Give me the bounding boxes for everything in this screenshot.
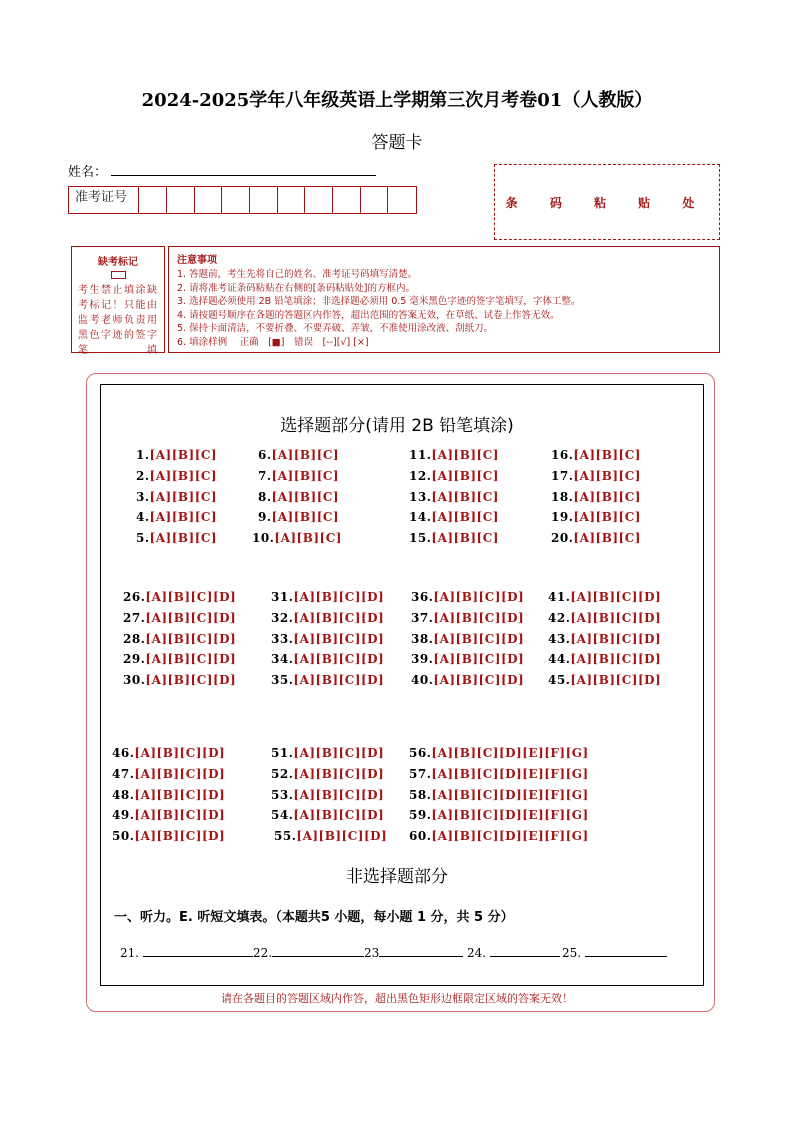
answer-options[interactable]: [A][B][C][D][E][F][G] [431, 766, 589, 781]
answer-options[interactable]: [A][B][C][D][E][F][G] [431, 746, 589, 760]
question-number: 33. [271, 631, 294, 646]
answer-options[interactable]: [A][B][C] [149, 531, 218, 546]
question-number: 60. [409, 829, 432, 844]
question-32[interactable] [271, 611, 384, 625]
question-number: 34. [271, 652, 294, 667]
answer-options[interactable]: [A][B][C] [271, 510, 340, 525]
question-number: 11. [409, 448, 432, 462]
note-item: 6. 填涂样例 正确 [■] 错误 [--][√] [×] [177, 336, 369, 348]
answer-options[interactable]: [A][B][C][D] [433, 673, 525, 688]
missing-mark-title: 缺考标记 [98, 257, 138, 268]
question-7[interactable] [258, 469, 339, 483]
question-9[interactable] [258, 510, 339, 524]
answer-options[interactable]: [A][B][C] [573, 448, 641, 462]
question-19[interactable] [551, 510, 641, 524]
question-number: 5. [136, 531, 150, 546]
question-number: 59. [409, 808, 432, 823]
question-number: 42. [548, 610, 571, 625]
question-46[interactable] [112, 746, 225, 760]
answer-options[interactable]: [A][B][C][D] [134, 829, 226, 844]
note-item: 1. 答题前，考生先将自己的姓名、准考证号码填写清楚。 [177, 269, 418, 280]
listening-section-title: 一、听力。E. 听短文填表。（本题共5 小题，每小题 1 分，共 5 分） [114, 910, 514, 925]
question-31[interactable] [271, 590, 384, 604]
answer-options[interactable]: [A][B][C][D] [145, 673, 237, 688]
question-number: 1. [136, 448, 150, 462]
blank-24[interactable] [467, 944, 560, 960]
answer-options[interactable]: [A][B][C][D] [293, 652, 385, 667]
question-51[interactable] [271, 746, 384, 760]
answer-options[interactable]: [A][B][C][D] [134, 808, 226, 823]
question-number: 13. [409, 489, 432, 504]
answer-options[interactable]: [A][B][C][D] [570, 590, 662, 604]
question-5[interactable] [136, 531, 217, 545]
question-53[interactable] [271, 788, 384, 802]
question-1[interactable] [136, 448, 217, 462]
question-number: 31. [271, 590, 294, 604]
question-54[interactable] [271, 808, 384, 822]
missing-exam-mark-box [71, 246, 165, 356]
question-59[interactable] [409, 808, 589, 822]
question-43[interactable] [548, 632, 661, 646]
question-number: 39. [411, 652, 434, 667]
question-58[interactable] [409, 788, 589, 802]
exam-number-digit-cell[interactable] [388, 187, 416, 213]
question-10[interactable] [252, 531, 342, 545]
question-number: 4. [136, 510, 150, 525]
question-number: 38. [411, 631, 434, 646]
question-56[interactable] [409, 746, 589, 760]
answer-options[interactable]: [A][B][C][D][E][F][G] [431, 808, 589, 823]
answer-options[interactable]: [A][B][C][D] [570, 631, 662, 646]
question-36[interactable] [411, 590, 524, 604]
exam-number-label: 准考证号 [69, 187, 139, 213]
question-number: 18. [551, 489, 574, 504]
missing-mark-checkbox[interactable] [111, 271, 126, 279]
answer-options[interactable]: [A][B][C][D][E][F][G] [431, 829, 589, 844]
answer-options[interactable]: [A][B][C] [149, 468, 218, 483]
question-57[interactable] [409, 767, 589, 781]
name-label: 姓名： [68, 165, 108, 180]
note-item: 3. 选择题必须使用 2B 铅笔填涂；非选择题必须用 0.5 毫米黑色字迹的签字笔填写，字体工整。 [177, 296, 581, 307]
question-number: 17. [551, 468, 574, 483]
question-number: 52. [271, 766, 294, 781]
missing-mark-text: 考生禁止填涂缺考标记！只能由监考老师负责用黑色字迹的签字笔填 [78, 285, 158, 356]
question-number: 36. [411, 590, 434, 604]
answer-options[interactable]: [A][B][C] [149, 510, 218, 525]
exam-number-digit-cell[interactable] [195, 187, 223, 213]
answer-sheet-subtitle: 答题卡 [371, 133, 423, 153]
question-number: 48. [112, 787, 135, 802]
answer-options[interactable]: [A][B][C] [274, 531, 342, 546]
question-30[interactable] [123, 673, 236, 687]
question-number: 58. [409, 787, 432, 802]
question-number: 28. [123, 631, 146, 646]
question-number: 51. [271, 746, 294, 760]
question-26[interactable] [123, 590, 236, 604]
question-42[interactable] [548, 611, 661, 625]
answer-options[interactable]: [A][B][C][D] [293, 590, 385, 604]
note-item: 4. 请按题号顺序在各题的答题区内作答，超出范围的答案无效，在草纸、试卷上作答无效。 [177, 309, 560, 321]
exam-number-digit-cell[interactable] [278, 187, 306, 213]
answer-options[interactable]: [A][B][C] [431, 489, 499, 504]
barcode-area [494, 164, 720, 240]
answer-options[interactable]: [A][B][C][D] [570, 652, 662, 667]
answer-options[interactable]: [A][B][C][D] [293, 746, 385, 760]
question-number: 3. [136, 489, 150, 504]
question-20[interactable] [551, 531, 641, 545]
question-33[interactable] [271, 632, 384, 646]
question-number: 43. [548, 631, 571, 646]
question-number: 6. [258, 448, 272, 462]
blank-22[interactable] [253, 944, 364, 960]
question-50[interactable] [112, 829, 225, 843]
question-2[interactable] [136, 469, 217, 483]
answer-options[interactable]: [A][B][C][D] [433, 652, 525, 667]
answer-options[interactable]: [A][B][C][D] [570, 610, 662, 625]
exam-number-digit-cell[interactable] [361, 187, 389, 213]
answer-options[interactable]: [A][B][C][D] [293, 610, 385, 625]
exam-number-digit-cell[interactable] [167, 187, 195, 213]
question-number: 45. [548, 673, 571, 688]
answer-options[interactable]: [A][B][C][D] [293, 787, 385, 802]
notes-title: 注意事项 [177, 255, 217, 266]
exam-number-digit-cell[interactable] [333, 187, 361, 213]
footer-warning: 请在各题目的答题区域内作答，超出黑色矩形边框限定区域的答案无效！ [221, 992, 573, 1005]
blank-21[interactable] [120, 944, 253, 960]
answer-options[interactable]: [A][B][C][D] [293, 766, 385, 781]
question-number: 7. [258, 468, 272, 483]
question-number: 49. [112, 808, 135, 823]
question-40[interactable] [411, 673, 524, 687]
question-number: 19. [551, 510, 574, 525]
question-18[interactable] [551, 490, 641, 504]
page-title: 2024-2025学年八年级英语上学期第三次月考卷01（人教版） [141, 90, 653, 111]
exam-number-digit-cell[interactable] [139, 187, 167, 213]
question-35[interactable] [271, 673, 384, 687]
question-60[interactable] [409, 829, 589, 843]
question-number: 2. [136, 468, 150, 483]
answer-options[interactable]: [A][B][C] [149, 489, 218, 504]
answer-options[interactable]: [A][B][C][D] [145, 652, 237, 667]
question-16[interactable] [551, 448, 641, 462]
question-number: 9. [258, 510, 272, 525]
question-number: 55. [274, 829, 297, 844]
question-52[interactable] [271, 767, 384, 781]
question-number: 44. [548, 652, 571, 667]
question-13[interactable] [409, 490, 499, 504]
blank-23[interactable] [364, 944, 463, 960]
answer-options[interactable]: [A][B][C][D] [293, 631, 385, 646]
question-number: 30. [123, 673, 146, 688]
question-number: 32. [271, 610, 294, 625]
answer-options[interactable]: [A][B][C][D] [293, 808, 385, 823]
non-choice-section-title: 非选择题部分 [346, 867, 448, 887]
question-number: 57. [409, 766, 432, 781]
answer-options[interactable]: [A][B][C] [431, 468, 499, 483]
barcode-label: 条 码 粘 贴 处 [505, 195, 709, 210]
question-3[interactable] [136, 490, 217, 504]
answer-options[interactable]: [A][B][C][D] [134, 787, 226, 802]
answer-options[interactable]: [A][B][C][D] [296, 829, 388, 844]
answer-options[interactable]: [A][B][C] [271, 468, 340, 483]
question-number: 29. [123, 652, 146, 667]
question-34[interactable] [271, 652, 384, 666]
question-55[interactable] [274, 829, 387, 843]
question-48[interactable] [112, 788, 225, 802]
question-number: 46. [112, 746, 135, 760]
question-number: 37. [411, 610, 434, 625]
answer-options[interactable]: [A][B][C][D] [145, 631, 237, 646]
notes-box [168, 246, 720, 353]
question-number: 56. [409, 746, 432, 760]
question-number: 15. [409, 531, 432, 546]
exam-number-digit-cell[interactable] [305, 187, 333, 213]
answer-options[interactable]: [A][B][C] [573, 531, 641, 546]
blank-number: 24. [467, 946, 487, 960]
answer-options[interactable]: [A][B][C] [271, 489, 340, 504]
question-44[interactable] [548, 652, 661, 666]
answer-options[interactable]: [A][B][C][D] [145, 610, 237, 625]
answer-options[interactable]: [A][B][C] [573, 489, 641, 504]
question-27[interactable] [123, 611, 236, 625]
answer-options[interactable]: [A][B][C] [149, 448, 218, 462]
question-28[interactable] [123, 632, 236, 646]
answer-options[interactable]: [A][B][C] [431, 448, 499, 462]
question-number: 20. [551, 531, 574, 546]
question-number: 50. [112, 829, 135, 844]
exam-number-digit-cell[interactable] [222, 187, 250, 213]
question-47[interactable] [112, 767, 225, 781]
choice-section-title: 选择题部分(请用 2B 铅笔填涂) [280, 416, 514, 436]
question-6[interactable] [258, 448, 339, 462]
question-39[interactable] [411, 652, 524, 666]
answer-options[interactable]: [A][B][C] [431, 531, 499, 546]
question-number: 8. [258, 489, 272, 504]
blank-number: 21. [120, 946, 140, 960]
blank-number: 22. [253, 946, 273, 960]
name-field[interactable] [111, 175, 376, 176]
answer-options[interactable]: [A][B][C][D] [134, 746, 226, 760]
answer-options[interactable]: [A][B][C][D][E][F][G] [431, 787, 589, 802]
answer-options[interactable]: [A][B][C] [573, 468, 641, 483]
question-4[interactable] [136, 510, 217, 524]
question-number: 41. [548, 590, 571, 604]
question-17[interactable] [551, 469, 641, 483]
answer-options[interactable]: [A][B][C] [431, 510, 499, 525]
blank-25[interactable] [562, 944, 667, 960]
question-number: 14. [409, 510, 432, 525]
question-number: 10. [252, 531, 275, 546]
exam-number-box [68, 186, 417, 214]
exam-number-cells [139, 187, 416, 213]
question-number: 12. [409, 468, 432, 483]
answer-options[interactable]: [A][B][C][D] [433, 590, 525, 604]
exam-number-digit-cell[interactable] [250, 187, 278, 213]
question-37[interactable] [411, 611, 524, 625]
question-number: 26. [123, 590, 146, 604]
question-41[interactable] [548, 590, 661, 604]
answer-options[interactable]: [A][B][C][D] [293, 673, 385, 688]
answer-options[interactable]: [A][B][C][D] [433, 610, 525, 625]
question-14[interactable] [409, 510, 499, 524]
answer-options[interactable]: [A][B][C][D] [134, 766, 226, 781]
question-15[interactable] [409, 531, 499, 545]
question-number: 35. [271, 673, 294, 688]
note-item: 5. 保持卡面清洁，不要折叠、不要弄破、弄皱，不准使用涂改液、刮纸刀。 [177, 323, 494, 334]
answer-options[interactable]: [A][B][C] [271, 448, 340, 462]
question-number: 53. [271, 787, 294, 802]
question-number: 27. [123, 610, 146, 625]
question-number: 54. [271, 808, 294, 823]
answer-options[interactable]: [A][B][C] [573, 510, 641, 525]
question-49[interactable] [112, 808, 225, 822]
answer-options[interactable]: [A][B][C][D] [570, 673, 662, 688]
answer-options[interactable]: [A][B][C][D] [145, 590, 237, 604]
question-29[interactable] [123, 652, 236, 666]
note-item: 2. 请将准考证条码粘贴在右侧的[条码粘贴处]的方框内。 [177, 282, 415, 294]
answer-options[interactable]: [A][B][C][D] [433, 631, 525, 646]
question-38[interactable] [411, 632, 524, 646]
question-number: 16. [551, 448, 574, 462]
question-number: 40. [411, 673, 434, 688]
blank-number: 25. [562, 946, 582, 960]
blank-number: 23 [364, 946, 380, 960]
question-45[interactable] [548, 673, 661, 687]
question-11[interactable] [409, 448, 499, 462]
question-8[interactable] [258, 490, 339, 504]
question-12[interactable] [409, 469, 499, 483]
question-number: 47. [112, 766, 135, 781]
